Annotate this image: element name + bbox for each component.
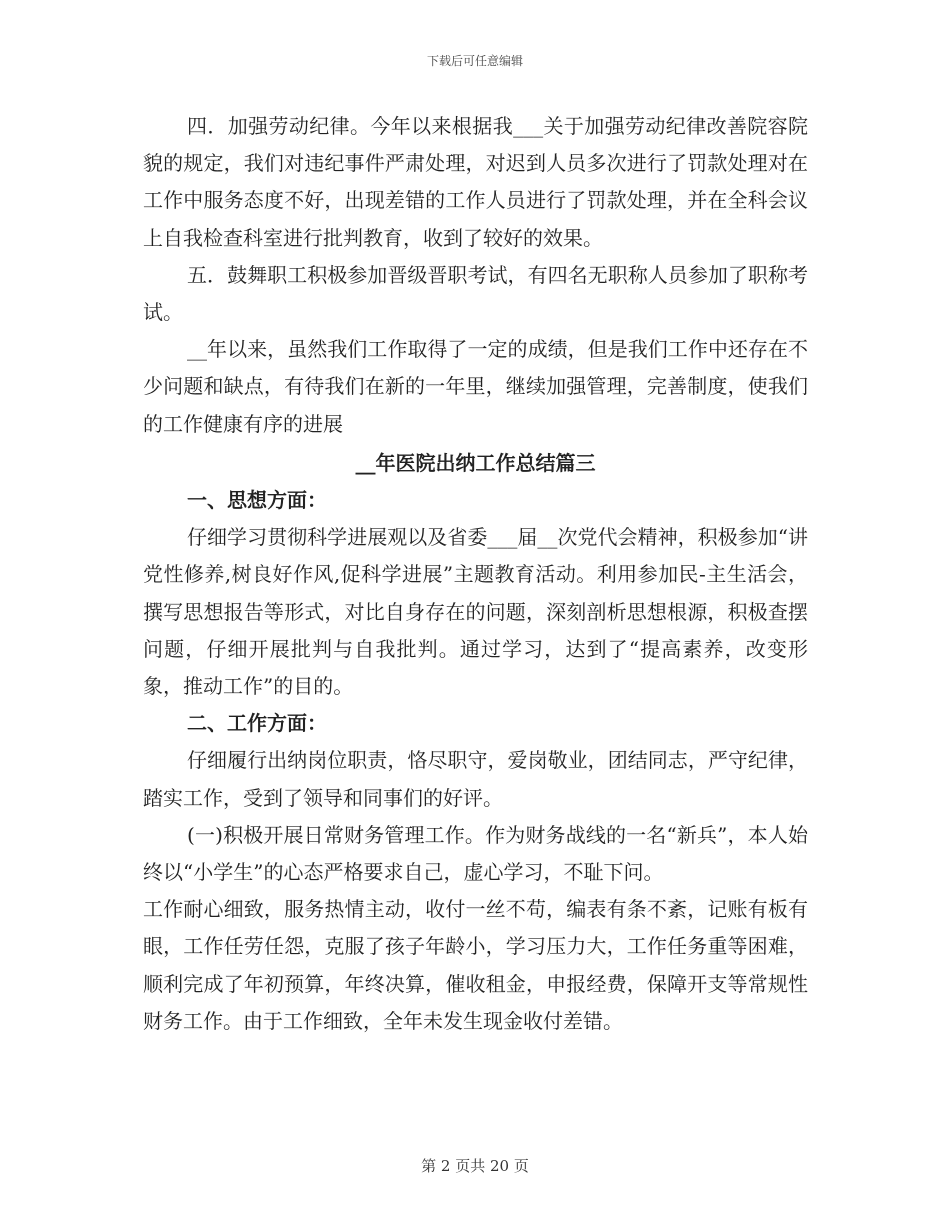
paragraph-work: 仔细履行出纳岗位职责，恪尽职守，爱岗敬业，团结同志，严守纪律，踏实工作，受到了领导和同事们的好评。 [143,748,808,810]
paragraph-summary: __年以来，虽然我们工作取得了一定的成绩，但是我们工作中还存在不少问题和缺点，有待我们在新的一年里，继续加强管理，完善制度，使我们的工作健康有序的进展 [143,337,808,436]
page-number: 第 2 页共 20 页 [421,1157,529,1175]
paragraph-ideology: 仔细学习贯彻科学进展观以及省委___届__次党代会精神，积极参加“讲党性修养,树良好作风,促科学进展”主题教育活动。利用参加民-主生活会，撰写思想报告等形式，对比自身存在的问题，深刻剖析思想根源，积极查摆问题，仔细开展批判与自我批判。通过学习，达到了“提高素养，改变形象，推动工作”的目的。 [143,525,808,699]
paragraph-finance-continued: 工作耐心细致，服务热情主动，收付一丝不苟，编表有条不紊，记账有板有眼，工作任劳任怨，克服了孩子年龄小，学习压力大，工作任务重等困难，顺利完成了年初预算，年终决算，催收租金，申报经费，保障开支等常规性财务工作。由于工作细致，全年未发生现金收付差错。 [143,897,808,1033]
section-title: __年医院出纳工作总结篇三 [355,450,596,475]
paragraph-finance-management: (一)积极开展日常财务管理工作。作为财务战线的一名“新兵”，本人始终以“小学生”的心态严格要求自己，虚心学习，不耻下问。 [143,822,808,885]
paragraph-title-exam: 五．鼓舞职工积极参加晋级晋职考试，有四名无职称人员参加了职称考试。 [143,262,808,325]
page-header: 下载后可任意编辑 [426,54,523,68]
heading-work: 二、工作方面： [187,711,327,736]
paragraph-labor-discipline: 四．加强劳动纪律。今年以来根据我___关于加强劳动纪律改善院容院貌的规定，我们对违纪事件严肃处理，对迟到人员多次进行了罚款处理对在工作中服务态度不好，出现差错的工作人员进行了罚款处理，并在全科会议上自我检查科室进行批判教育，收到了较好的效果。 [143,114,808,250]
document-body [143,108,808,1040]
heading-ideology: 一、思想方面： [187,488,327,513]
